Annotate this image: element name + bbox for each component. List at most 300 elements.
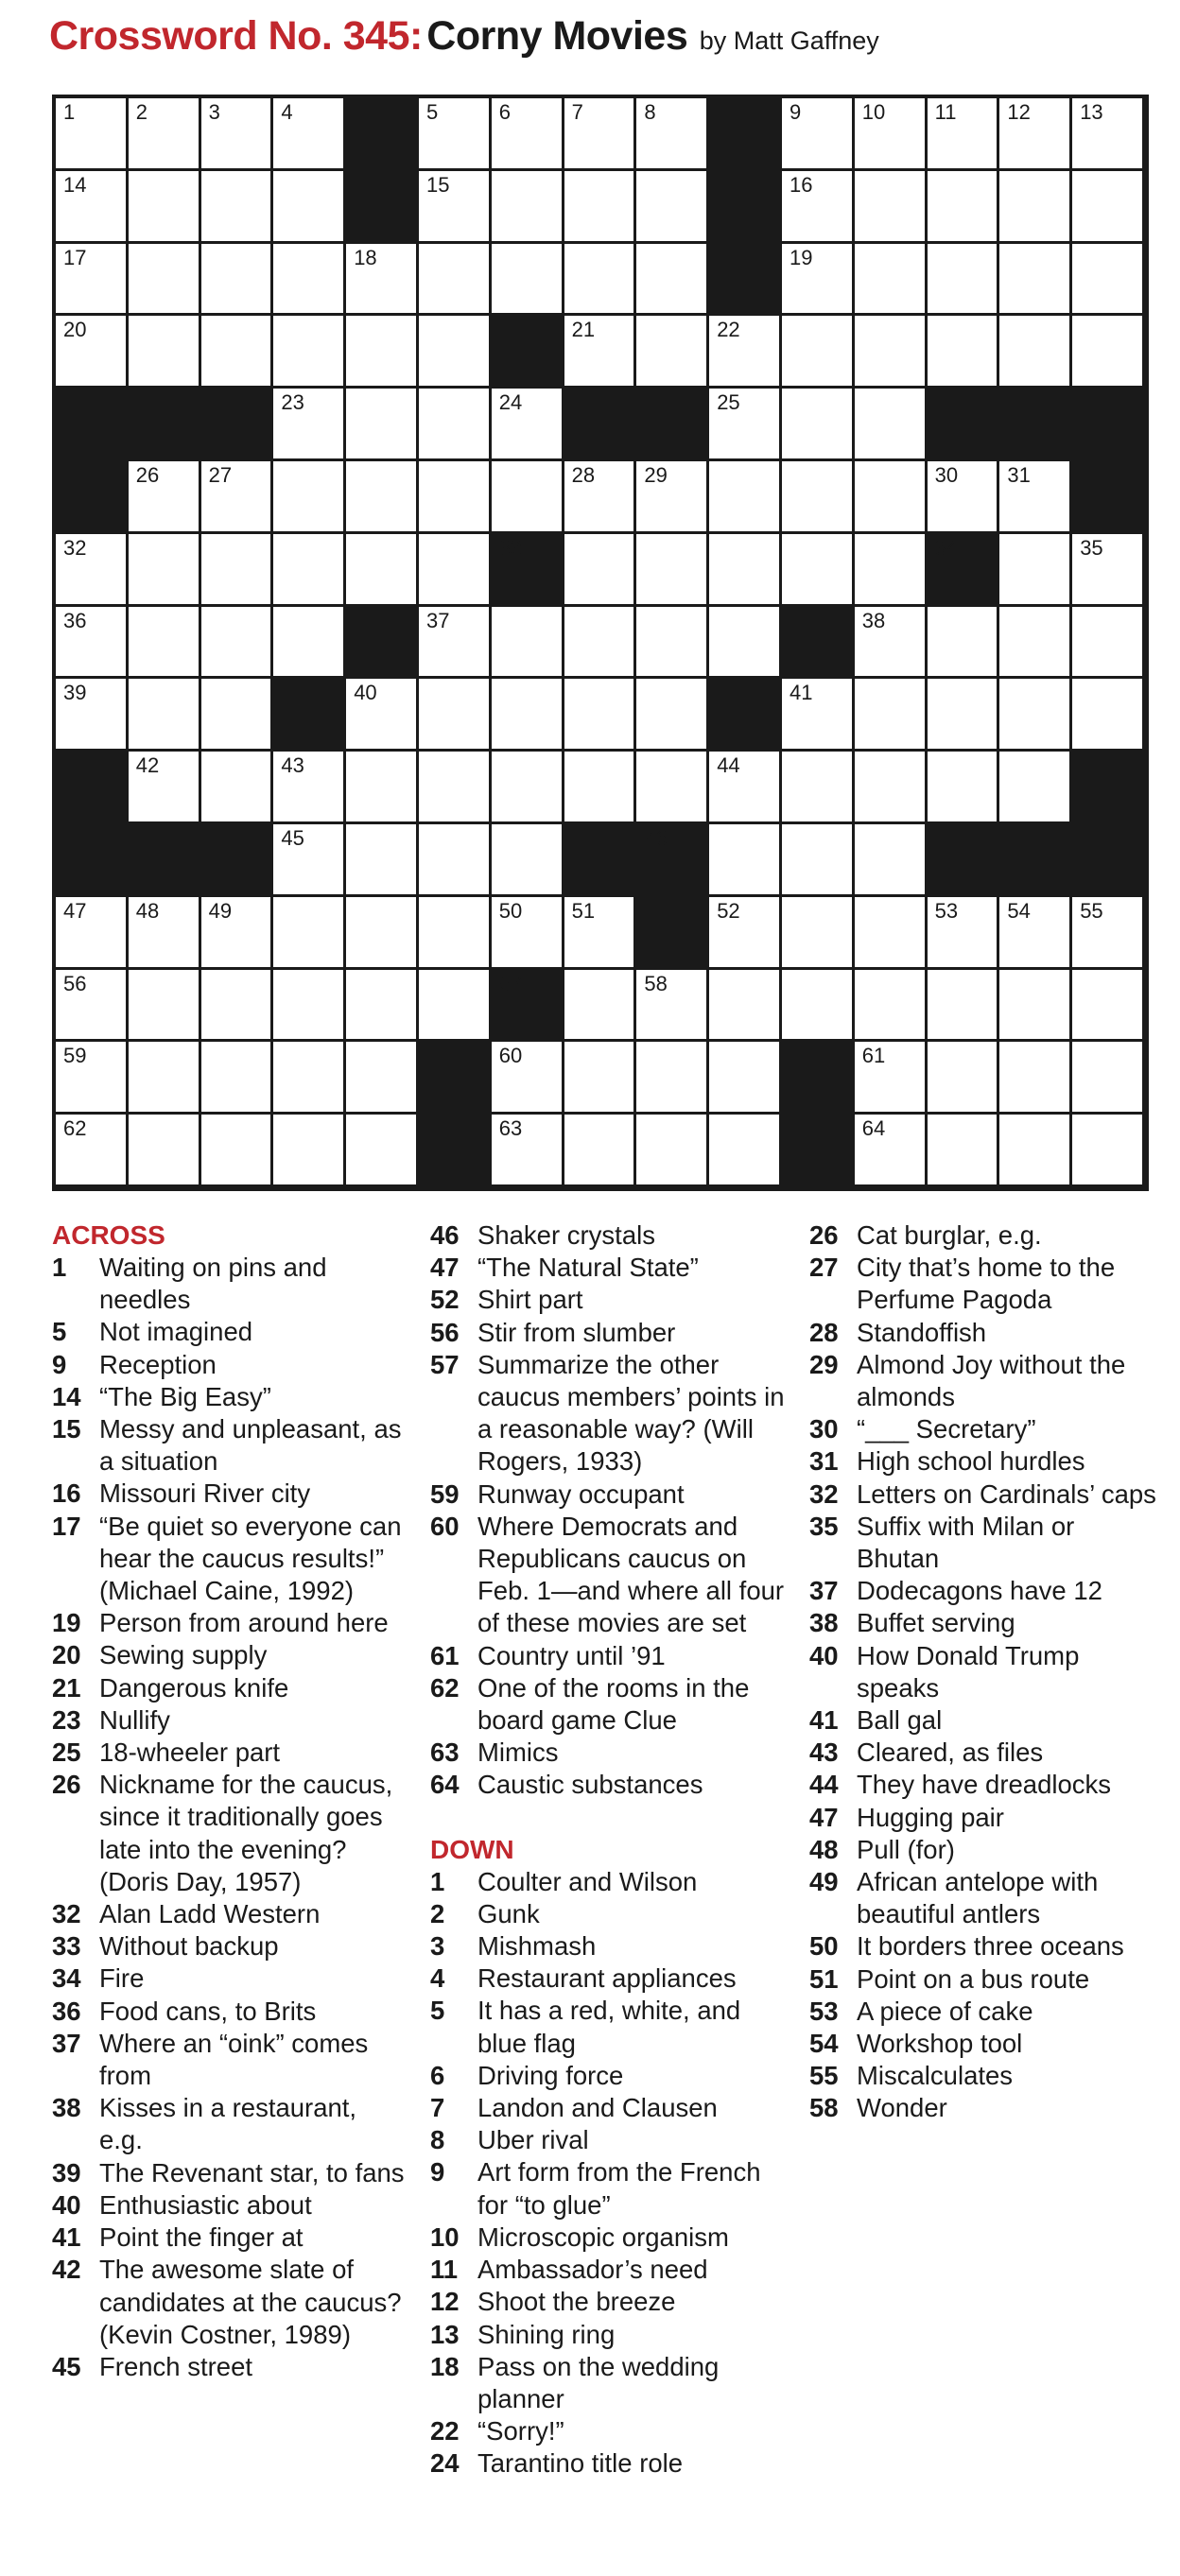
answer-square[interactable]: [564, 534, 637, 607]
clue-number: 56: [63, 971, 87, 995]
answer-square[interactable]: [346, 534, 419, 607]
clue-item: [430, 1930, 785, 1962]
answer-square[interactable]: [999, 897, 1072, 970]
answer-square[interactable]: [564, 607, 637, 680]
clue-number: 49: [208, 898, 233, 923]
answer-square[interactable]: [855, 824, 928, 897]
clue-number: 33: [498, 535, 523, 560]
block-square: [419, 1042, 492, 1115]
answer-square[interactable]: [201, 244, 274, 317]
answer-square[interactable]: [201, 970, 274, 1043]
answer-square[interactable]: [346, 897, 419, 970]
answer-square[interactable]: [928, 1042, 1000, 1115]
clue-item: [809, 1769, 1161, 1801]
answer-square[interactable]: [419, 897, 492, 970]
clue-item: [430, 1737, 785, 1769]
answer-square[interactable]: [419, 98, 492, 171]
clue-item-number: 37: [809, 1576, 839, 1606]
clue-number: 28: [571, 463, 596, 487]
clue-item-number: 53: [809, 1996, 839, 2026]
answer-square[interactable]: [129, 607, 201, 680]
answer-square[interactable]: [564, 1042, 637, 1115]
clue-item: [809, 1478, 1161, 1511]
clue-item-number: 43: [809, 1738, 839, 1768]
answer-square[interactable]: [855, 970, 928, 1043]
answer-square[interactable]: [999, 1042, 1072, 1115]
answer-square[interactable]: [56, 1115, 129, 1187]
clue-number: 22: [717, 318, 740, 342]
answer-square[interactable]: [1072, 316, 1145, 389]
clue-item: [52, 1930, 407, 1962]
clue-item-number: 5: [52, 1317, 67, 1347]
answer-square[interactable]: [346, 316, 419, 389]
clue-item-number: 18: [430, 2351, 460, 2381]
clue-number: 42: [135, 753, 160, 778]
clue-column-3: [809, 1219, 1161, 2125]
answer-square[interactable]: [782, 171, 855, 244]
answer-square[interactable]: [346, 752, 419, 824]
answer-square[interactable]: [273, 752, 346, 824]
answer-square[interactable]: [273, 389, 346, 461]
answer-square[interactable]: [56, 679, 129, 752]
clue-item-number: 33: [52, 1931, 81, 1962]
answer-square[interactable]: [636, 98, 709, 171]
clue-item-number: 49: [809, 1867, 839, 1897]
answer-square[interactable]: [56, 534, 129, 607]
answer-square[interactable]: [564, 171, 637, 244]
answer-square[interactable]: [419, 534, 492, 607]
clue-item-number: 12: [430, 2287, 460, 2317]
answer-square[interactable]: [855, 897, 928, 970]
block-square: [928, 389, 1000, 461]
clue-number: 19: [790, 245, 813, 269]
answer-square[interactable]: [201, 316, 274, 389]
answer-square[interactable]: [129, 316, 201, 389]
clue-item-text: Suffix with Milan or Bhutan: [857, 1511, 1075, 1574]
clue-item-text: French street: [99, 2351, 253, 2381]
clue-number: 31: [1007, 463, 1031, 487]
clue-number: 24: [498, 390, 523, 415]
answer-square[interactable]: [201, 1115, 274, 1187]
clue-item-number: 10: [430, 2222, 460, 2252]
answer-square[interactable]: [273, 244, 346, 317]
clue-item-text: Where Democrats and Republicans caucus on Feb. 1—and where all four of these movies are set: [477, 1511, 785, 1638]
answer-square[interactable]: [201, 607, 274, 680]
answer-square[interactable]: [782, 970, 855, 1043]
answer-square[interactable]: [928, 461, 1000, 534]
answer-square[interactable]: [492, 679, 564, 752]
answer-square[interactable]: [782, 752, 855, 824]
answer-square[interactable]: [855, 98, 928, 171]
clue-item-text: Mimics: [477, 1738, 559, 1768]
section-heading-down: DOWN: [430, 1834, 514, 1864]
answer-square[interactable]: [855, 244, 928, 317]
clue-number: 4: [281, 100, 293, 124]
clue-item-number: 32: [809, 1478, 839, 1509]
answer-square[interactable]: [129, 171, 201, 244]
block-square: [709, 98, 782, 171]
answer-square[interactable]: [273, 316, 346, 389]
answer-square[interactable]: [129, 461, 201, 534]
answer-square[interactable]: [419, 607, 492, 680]
clue-item-text: 18-wheeler part: [99, 1738, 281, 1768]
answer-square[interactable]: [782, 679, 855, 752]
block-square: [273, 679, 346, 752]
answer-square[interactable]: [928, 316, 1000, 389]
answer-square[interactable]: [855, 1042, 928, 1115]
clue-column-1: [52, 1219, 407, 2383]
answer-square[interactable]: [782, 316, 855, 389]
answer-square[interactable]: [1072, 98, 1145, 171]
answer-square[interactable]: [1072, 1042, 1145, 1115]
answer-square[interactable]: [129, 1115, 201, 1187]
answer-square[interactable]: [636, 534, 709, 607]
answer-square[interactable]: [419, 389, 492, 461]
clue-item-number: 38: [52, 2093, 81, 2123]
answer-square[interactable]: [636, 970, 709, 1043]
answer-square[interactable]: [928, 98, 1000, 171]
answer-square[interactable]: [1072, 970, 1145, 1043]
answer-square[interactable]: [273, 1042, 346, 1115]
answer-square[interactable]: [419, 316, 492, 389]
block-square: [928, 824, 1000, 897]
answer-square[interactable]: [782, 98, 855, 171]
answer-square[interactable]: [346, 679, 419, 752]
answer-square[interactable]: [419, 171, 492, 244]
answer-square[interactable]: [782, 824, 855, 897]
clue-item-text: “The Natural State”: [477, 1253, 699, 1283]
clue-item-number: 40: [52, 2189, 81, 2220]
answer-square[interactable]: [999, 607, 1072, 680]
answer-square[interactable]: [636, 316, 709, 389]
clue-item-text: Driving force: [477, 2060, 624, 2090]
answer-square[interactable]: [56, 607, 129, 680]
answer-square[interactable]: [201, 534, 274, 607]
answer-square[interactable]: [492, 607, 564, 680]
clue-item: [809, 1963, 1161, 1996]
answer-square[interactable]: [129, 1042, 201, 1115]
answer-square[interactable]: [999, 98, 1072, 171]
answer-square[interactable]: [782, 897, 855, 970]
clue-number: 64: [861, 1116, 886, 1141]
answer-square[interactable]: [709, 897, 782, 970]
answer-square[interactable]: [928, 752, 1000, 824]
answer-square[interactable]: [492, 897, 564, 970]
clue-item-number: 31: [809, 1446, 839, 1477]
answer-square[interactable]: [346, 824, 419, 897]
answer-square[interactable]: [129, 679, 201, 752]
answer-square[interactable]: [273, 607, 346, 680]
answer-square[interactable]: [492, 752, 564, 824]
answer-square[interactable]: [564, 244, 637, 317]
answer-square[interactable]: [129, 970, 201, 1043]
clue-item-number: 45: [52, 2351, 81, 2381]
clue-item-number: 3: [430, 1931, 445, 1962]
clue-item-number: 40: [809, 1640, 839, 1670]
answer-square[interactable]: [419, 679, 492, 752]
clue-item-text: Missouri River city: [99, 1478, 311, 1509]
clue-item-number: 21: [52, 1672, 81, 1703]
answer-square[interactable]: [492, 1042, 564, 1115]
answer-square[interactable]: [999, 316, 1072, 389]
answer-square[interactable]: [201, 461, 274, 534]
answer-square[interactable]: [201, 752, 274, 824]
clue-number: 57: [498, 971, 523, 995]
clue-number: 23: [281, 390, 304, 415]
answer-square[interactable]: [636, 171, 709, 244]
puzzle-title: [49, 13, 879, 60]
answer-square[interactable]: [636, 244, 709, 317]
answer-square[interactable]: [999, 752, 1072, 824]
clue-item: [809, 1930, 1161, 1962]
clue-item-number: 56: [430, 1317, 460, 1347]
answer-square[interactable]: [999, 534, 1072, 607]
answer-square[interactable]: [419, 461, 492, 534]
answer-square[interactable]: [1072, 607, 1145, 680]
answer-square[interactable]: [999, 171, 1072, 244]
clue-number: 58: [644, 971, 668, 995]
clue-item: [430, 1962, 785, 1995]
answer-square[interactable]: [999, 1115, 1072, 1187]
answer-square[interactable]: [201, 1042, 274, 1115]
clue-item: [809, 1413, 1161, 1445]
answer-square[interactable]: [709, 1042, 782, 1115]
answer-square[interactable]: [855, 461, 928, 534]
answer-square[interactable]: [273, 98, 346, 171]
answer-square[interactable]: [129, 752, 201, 824]
clue-item-text: Cat burglar, e.g.: [857, 1220, 1042, 1250]
answer-square[interactable]: [564, 970, 637, 1043]
answer-square[interactable]: [1072, 1115, 1145, 1187]
answer-square[interactable]: [56, 171, 129, 244]
answer-square[interactable]: [709, 607, 782, 680]
answer-square[interactable]: [1072, 171, 1145, 244]
answer-square[interactable]: [492, 244, 564, 317]
answer-square[interactable]: [564, 316, 637, 389]
answer-square[interactable]: [928, 1115, 1000, 1187]
clue-number: 27: [208, 463, 233, 487]
answer-square[interactable]: [129, 534, 201, 607]
clue-number: 62: [63, 1116, 87, 1141]
clue-number: 6: [498, 100, 512, 124]
answer-square[interactable]: [56, 98, 129, 171]
answer-square[interactable]: [492, 461, 564, 534]
clue-item-text: Microscopic organism: [477, 2222, 729, 2252]
clue-item-number: 44: [809, 1770, 839, 1800]
answer-square[interactable]: [129, 244, 201, 317]
answer-square[interactable]: [636, 607, 709, 680]
clue-item-number: 13: [430, 2319, 460, 2349]
answer-square[interactable]: [636, 1115, 709, 1187]
answer-square[interactable]: [419, 244, 492, 317]
answer-square[interactable]: [1072, 244, 1145, 317]
answer-square[interactable]: [999, 461, 1072, 534]
answer-square[interactable]: [709, 316, 782, 389]
answer-square[interactable]: [129, 897, 201, 970]
answer-square[interactable]: [855, 752, 928, 824]
answer-square[interactable]: [201, 679, 274, 752]
block-square: [346, 98, 419, 171]
answer-square[interactable]: [855, 679, 928, 752]
block-square: [709, 679, 782, 752]
answer-square[interactable]: [564, 897, 637, 970]
answer-square[interactable]: [273, 534, 346, 607]
block-square: [492, 534, 564, 607]
clue-item-number: 46: [430, 1220, 460, 1250]
clue-item-number: 2: [430, 1898, 445, 1928]
clue-number: 3: [208, 100, 220, 124]
answer-square[interactable]: [56, 1042, 129, 1115]
answer-square[interactable]: [564, 461, 637, 534]
clue-number: 17: [63, 245, 87, 269]
answer-square[interactable]: [782, 534, 855, 607]
answer-square[interactable]: [492, 98, 564, 171]
answer-square[interactable]: [928, 897, 1000, 970]
answer-square[interactable]: [999, 244, 1072, 317]
clue-item-text: Art form from the French for “to glue”: [477, 2157, 761, 2220]
clue-item-text: Ambassador’s need: [477, 2255, 708, 2285]
clue-item-text: Not imagined: [99, 1317, 253, 1347]
answer-square[interactable]: [56, 970, 129, 1043]
answer-square[interactable]: [928, 679, 1000, 752]
clue-item-text: Coulter and Wilson: [477, 1866, 698, 1896]
answer-square[interactable]: [709, 1115, 782, 1187]
answer-square[interactable]: [492, 171, 564, 244]
answer-square[interactable]: [419, 824, 492, 897]
answer-square[interactable]: [273, 824, 346, 897]
clue-item-number: 1: [52, 1253, 67, 1282]
answer-square[interactable]: [564, 679, 637, 752]
answer-square[interactable]: [1072, 897, 1145, 970]
answer-square[interactable]: [928, 244, 1000, 317]
answer-square[interactable]: [129, 98, 201, 171]
answer-square[interactable]: [492, 1115, 564, 1187]
answer-square[interactable]: [492, 389, 564, 461]
answer-square[interactable]: [855, 171, 928, 244]
clue-item-text: Fire: [99, 1963, 145, 1994]
answer-square[interactable]: [636, 461, 709, 534]
answer-square[interactable]: [855, 534, 928, 607]
answer-square[interactable]: [492, 824, 564, 897]
clue-number: 13: [1080, 100, 1103, 124]
answer-square[interactable]: [709, 534, 782, 607]
clue-number: 30: [934, 463, 959, 487]
answer-square[interactable]: [709, 970, 782, 1043]
clue-item-text: Waiting on pins and needles: [99, 1253, 327, 1315]
answer-square[interactable]: [636, 1042, 709, 1115]
answer-square[interactable]: [346, 1115, 419, 1187]
answer-square[interactable]: [999, 679, 1072, 752]
block-square: [492, 970, 564, 1043]
answer-square[interactable]: [855, 316, 928, 389]
clue-item: [430, 1252, 785, 1284]
answer-square[interactable]: [855, 389, 928, 461]
block-square: [782, 1042, 855, 1115]
answer-square[interactable]: [709, 389, 782, 461]
answer-square[interactable]: [928, 970, 1000, 1043]
answer-square[interactable]: [201, 897, 274, 970]
clue-item-text: “Sorry!”: [477, 2416, 564, 2446]
answer-square[interactable]: [56, 897, 129, 970]
answer-square[interactable]: [999, 970, 1072, 1043]
answer-square[interactable]: [273, 1115, 346, 1187]
answer-square[interactable]: [346, 1042, 419, 1115]
answer-square[interactable]: [928, 171, 1000, 244]
answer-square[interactable]: [855, 1115, 928, 1187]
clue-number: 46: [644, 826, 668, 850]
answer-square[interactable]: [273, 461, 346, 534]
clue-number: 32: [63, 535, 87, 560]
answer-square[interactable]: [782, 389, 855, 461]
answer-square[interactable]: [564, 1115, 637, 1187]
answer-square[interactable]: [346, 461, 419, 534]
block-square: [201, 824, 274, 897]
clue-item-number: 41: [809, 1705, 839, 1736]
answer-square[interactable]: [419, 970, 492, 1043]
clue-item-number: 50: [809, 1931, 839, 1962]
clue-item-number: 52: [430, 1285, 460, 1315]
clue-item: [430, 2222, 785, 2254]
answer-square[interactable]: [346, 970, 419, 1043]
answer-square[interactable]: [564, 752, 637, 824]
clue-item: [52, 1349, 407, 1381]
clue-item-text: Uber rival: [477, 2125, 589, 2155]
answer-square[interactable]: [928, 607, 1000, 680]
puzzle-byline: by Matt Gaffney: [699, 26, 879, 55]
clue-item-text: Landon and Clausen: [477, 2093, 718, 2123]
answer-square[interactable]: [273, 970, 346, 1043]
clue-item-number: 8: [430, 2125, 445, 2155]
answer-square[interactable]: [346, 244, 419, 317]
answer-square[interactable]: [564, 98, 637, 171]
answer-square[interactable]: [636, 752, 709, 824]
clue-number: 59: [63, 1044, 87, 1068]
answer-square[interactable]: [201, 98, 274, 171]
answer-square[interactable]: [855, 607, 928, 680]
answer-square[interactable]: [1072, 534, 1145, 607]
clue-number: 5: [426, 100, 439, 124]
clue-number: 37: [426, 608, 450, 632]
answer-square[interactable]: [346, 389, 419, 461]
answer-square[interactable]: [782, 461, 855, 534]
clue-number: 26: [135, 463, 160, 487]
clue-item-text: How Donald Trump speaks: [857, 1640, 1080, 1703]
answer-square[interactable]: [636, 679, 709, 752]
answer-square[interactable]: [273, 897, 346, 970]
answer-square[interactable]: [419, 752, 492, 824]
clue-number: 29: [644, 463, 668, 487]
clue-number: 38: [861, 608, 886, 632]
answer-square[interactable]: [1072, 679, 1145, 752]
answer-square[interactable]: [201, 171, 274, 244]
answer-square[interactable]: [709, 461, 782, 534]
clue-number: 15: [426, 172, 450, 197]
answer-square[interactable]: [273, 171, 346, 244]
clue-item: [52, 2028, 407, 2092]
answer-square[interactable]: [56, 244, 129, 317]
clue-item-number: 16: [52, 1478, 81, 1509]
block-square: [636, 389, 709, 461]
clue-item-text: Pull (for): [857, 1834, 955, 1864]
clue-item-number: 11: [430, 2255, 459, 2285]
clue-item: [809, 1866, 1161, 1930]
clue-item: [430, 2060, 785, 2092]
answer-square[interactable]: [782, 244, 855, 317]
clue-item-number: 5: [430, 1996, 445, 2026]
answer-square[interactable]: [56, 316, 129, 389]
answer-square[interactable]: [709, 824, 782, 897]
answer-square[interactable]: [709, 752, 782, 824]
